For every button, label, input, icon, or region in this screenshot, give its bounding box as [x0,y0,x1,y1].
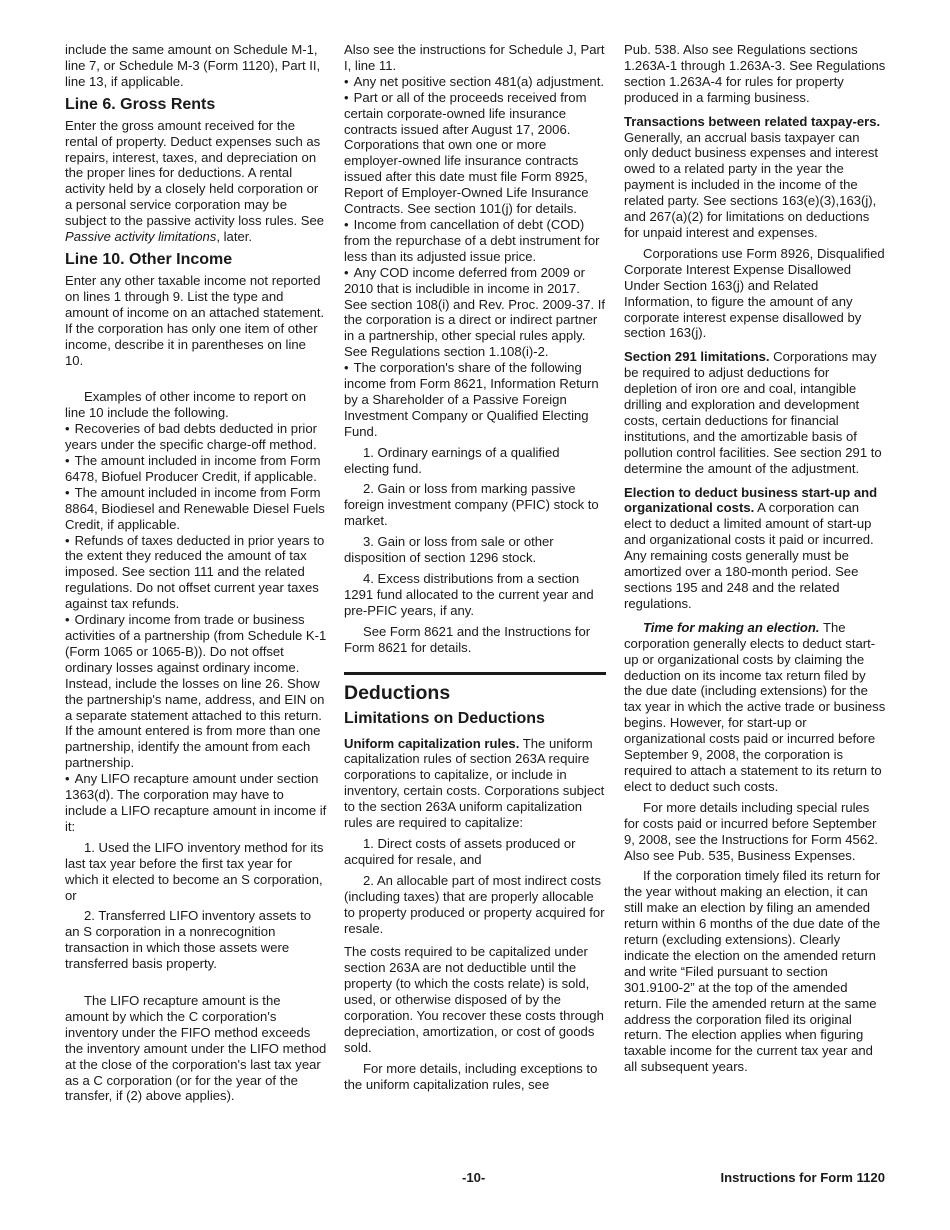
paragraph-time-for-election: Time for making an election. The corporation generally elects to deduct start-up or organizational costs by claiming the deduction on its income tax return filed by the due date (including extensions) for the tax year in which the active trade or business begins. However, for start-up or organizational costs paid or incurred before September 9, 2008, the corporation is required to attach a statement to its return to elect to deduct such costs. [624,619,886,794]
heading-deductions: Deductions [344,681,451,704]
numbered-item: 3. Gain or loss from sale or other disposition of section 1296 stock. [344,534,554,566]
paragraph-more-details: For more details including special rules for costs paid or incurred before September 9, 2008, see the Instructions for Form 4562. Also see Pub. 535, Business Expenses. [624,799,879,863]
list-item: • Any COD income deferred from 2009 or 2010 that is includible in income in 2017. See section 108(i) and Rev. Proc. 2009-37. If the corporation is a direct or indirect partner in a partnership, other special rules apply. See Regulations section 1.108(i)-2. [344,264,606,360]
bullet-icon: • [344,89,349,105]
runin-time-for-election: Time for making an election. [643,619,820,635]
list-item: • Any LIFO recapture amount under section 1363(d). The corporation may have to include a LIFO recapture amount in income if it: [65,771,327,834]
paragraph-startup-costs: Election to deduct business start-up and organizational costs. A corporation can elect to deduct a limited amount of start-up and organizational costs it paid or incurred. Any remaining costs generally must be amortized over a 180-month period. See sections 195 and 248 and the related regulations. [624,484,878,611]
column-1 [65,42,327,1109]
numbered-item: 1. Ordinary earnings of a qualified electing fund. [344,444,560,476]
bullet-icon: • [65,771,70,787]
heading-line-6-gross-rents: Line 6. Gross Rents [65,95,216,113]
paragraph-line-6: Enter the gross amount received for the rental of property. Deduct expenses such as repairs, interest, taxes, and depreciation on the proper lines for deductions. A rental activity held by a closely held corporation or a personal service corporation may be subject to the passive activity loss rules. See Passive activity limitations, later. [65,117,325,245]
bullet-icon: • [65,453,70,469]
paragraph-continued: Also see the instructions for Schedule J, Part I, line 11. [344,42,605,73]
list-item: • The corporation's share of the following income from Form 8621, Information Return by a Shareholder of a Passive Foreign Investment Company or Qualified Electing Fund. [344,360,599,439]
paragraph-see-form-8621: See Form 8621 and the Instructions for Form 8621 for details. [344,623,591,655]
section-divider [344,672,606,675]
page-number: -10- [462,1170,486,1185]
list-item: • Part or all of the proceeds received from certain corporate-owned life insurance contracts issued after August 17, 2006. Corporations that own one or more employer-owned life insurance contracts issued after this date must file Form 8925, Report of Employer-Owned Life Insurance Contracts. See section 101(j) for details. [344,89,589,217]
paragraph-lifo-recapture: The LIFO recapture amount is the amount by which the C corporation's inventory under the FIFO method exceeds the inventory amount under the LIFO method at the close of the corporation's last tax year as a C corporation (or for the year of the transfer, if (2) above applies). [65,993,327,1104]
paragraph-continued: Pub. 538. Also see Regulations sections 1.263A-1 through 1.263A-3. See Regulations section 1.263A-4 for rules for property produced in a farming business. [624,42,886,105]
passive-activity-reference: Passive activity limitations [65,229,217,245]
paragraph-unicap: Uniform capitalization rules. The uniform capitalization rules of section 263A require corporations to capitalize, or include in inventory, certain costs. Corporations subject to the section 263A uniform capitalization rules are required to capitalize: [344,735,605,831]
paragraph-more-details: For more details, including exceptions to the uniform capitalization rules, see [344,1060,598,1092]
runin-startup-election: Election to deduct business start-up and organizational costs. [624,484,878,516]
list-item: • The amount included in income from Form 6478, Biofuel Producer Credit, if applicable. [65,453,321,484]
column-3 [624,42,886,1080]
list-item: • Any net positive section 481(a) adjustment. [344,73,604,89]
bullet-icon: • [65,532,70,548]
bullet-icon: • [65,612,70,628]
list-item: • Recoveries of bad debts deducted in prior years under the specific charge-off method. [65,421,317,453]
list-item: • Income from cancellation of debt (COD) from the repurchase of a debt instrument for less than its adjusted issue price. [344,216,600,264]
runin-section-291: Section 291 limitations. [624,349,770,365]
list-item: • The amount included in income from Form 8864, Biodiesel and Renewable Diesel Fuels Credit, if applicable. [65,484,325,532]
column-2 [344,42,606,1098]
numbered-item: 2. Gain or loss from marking passive foreign investment company (PFIC) stock to market. [344,481,599,529]
paragraph-related-taxpayers: Transactions between related taxpay-ers. Generally, an accrual basis taxpayer can only deduct business expenses and interest owed to a related party in the year the payment is included in the income of the related party. See sections 163(e)(3),163(j), and 267(a)(2) for limitations on deductions for unpaid interest and expenses. [624,113,881,240]
numbered-item: 1. Used the LIFO inventory method for its last tax year before the first tax year for which it elected to become an S corporation, or [65,839,324,903]
runin-related-taxpayers: Transactions between related taxpay-ers. [624,113,881,129]
list-item: • Ordinary income from trade or business activities of a partnership (from Schedule K-1 (Form 1065 or 1065-B)). Do not offset ordinary losses against ordinary income. Instead, include the losses on line 26. Show the partnership's name, address, and EIN on a separate statement attached to this return. If the amount entered is from more than one partnership, identify the amount from each partnership. [65,612,327,771]
paragraph-continued: include the same amount on Schedule M-1, line 7, or Schedule M-3 (Form 1120), Part II, line 13, if applicable. [65,42,321,89]
paragraph-examples: Examples of other income to report on line 10 include the following. [65,389,306,421]
bullet-icon: • [344,73,349,89]
numbered-item: 1. Direct costs of assets produced or acquired for resale, and [344,835,576,867]
paragraph-form-8926: Corporations use Form 8926, Disqualified Corporate Interest Expense Disallowed Under Section 163(j) and Related Information, to figure the amount of any corporate interest expense disallowed by section 163(j). [624,245,885,341]
bullet-icon: • [344,216,349,232]
numbered-item: 2. An allocable part of most indirect costs (including taxes) that are properly allocable to property produced or property acquired for resale. [344,872,605,936]
list-item: • Refunds of taxes deducted in prior years to the extent they reduced the amount of tax imposed. See section 111 and the related regulations. Do not offset current year taxes against tax refunds. [65,532,325,612]
heading-line-10-other-income: Line 10. Other Income [65,250,233,268]
numbered-item: 4. Excess distributions from a section 1291 fund allocated to the current year and pre-PFIC years, if any. [344,571,594,618]
paragraph-costs-capitalized: The costs required to be capitalized under section 263A are not deductible until the property (to which the costs relate) is sold, used, or otherwise disposed of by the corporation. You recover these costs through depreciation, amortization, or cost of goods sold. [344,944,604,1055]
bullet-icon: • [65,484,70,500]
runin-uniform-capitalization: Uniform capitalization rules. [344,735,520,751]
numbered-item: 2. Transferred LIFO inventory assets to an S corporation in a nonrecognition transaction in which those assets were transferred basis property. [65,908,312,972]
bullet-icon: • [65,421,70,437]
paragraph-section-291: Section 291 limitations. Corporations may be required to adjust deductions for depletion of iron ore and coal, intangible drilling and exploration and development costs, certain deductions for financial institutions, and the amortizable basis of pollution control facilities. See section 291 to determine the amount of the adjustment. [624,349,882,476]
paragraph-timely-filed: If the corporation timely filed its return for the year without making an election, it can still make an election by filing an amended return within 6 months of the due date of the return (excluding extensions). Clearly indicate the election on the amended return and write “Filed pursuant to section 301.9100-2” at the top of the amended return. File the amended return at the same address the corporation filed its original return. The election applies when figuring taxable income for the current tax year and all subsequent years. [624,868,881,1075]
heading-limitations-on-deductions: Limitations on Deductions [344,709,545,727]
paragraph-line-10: Enter any other taxable income not reported on lines 1 through 9. List the type and amount of income on an attached statement. If the corporation has only one item of other income, describe it in parentheses on line 10. [65,272,325,368]
bullet-icon: • [344,360,349,376]
form-name-footer: Instructions for Form 1120 [720,1170,885,1185]
bullet-icon: • [344,264,349,280]
